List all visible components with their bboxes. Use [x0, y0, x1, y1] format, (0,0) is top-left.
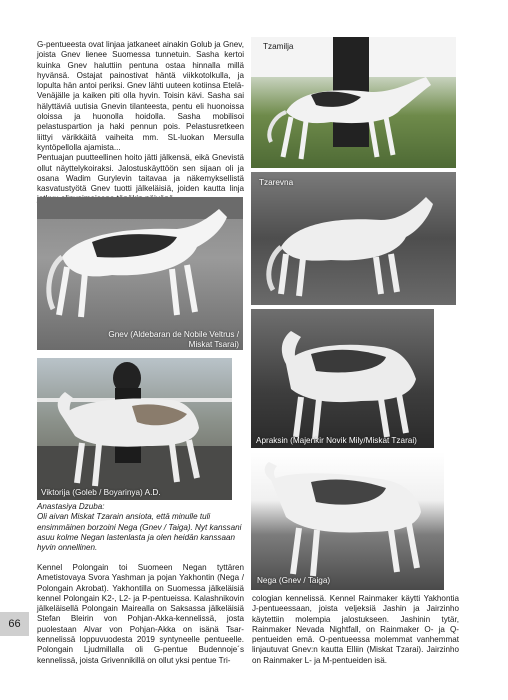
- photo-apraksin: [251, 309, 434, 448]
- borzoi-photo-icon: [37, 358, 232, 500]
- paragraph-rainmaker: cologian kennelissä. Kennel Rainmaker käytti Yakhontia J-pentueessaan, joista veljeksiä Jashin ja Jairzinho käytettiin molempia jalostukseen. Jashinin tytär, Rainmaker Nevada Nightfall, on Rainmaker O- ja Q-pentueiden emä. O-pentueessa molemmat vanhemmat linjautuvat Gnev:n kautta Elliin (Miskat Tzarai). Jairzinho on Rainmaker L- ja M-pentueiden isä.: [252, 594, 459, 665]
- photo-tzamilja: [251, 37, 456, 168]
- page-number: 66: [0, 612, 29, 636]
- quote-block: [37, 502, 244, 553]
- article-text-bottom-left: [37, 563, 244, 666]
- photo-nega: [251, 452, 444, 590]
- borzoi-photo-icon: [251, 452, 444, 590]
- caption-gnev: Gnev (Aldebaran de Nobile Veltrus / Miskat Tsarai): [108, 330, 239, 349]
- paragraph-breeding: Pentuajan puutteellinen hoito jätti jälkensä, eikä Gnevistä ollut näyttelykoiraksi. Jalostuskäyttöön sen sijaan oli ja osana Wadim Gurylevin taitavaa ja näkemyksellistä kasvatustyötä Gnev tuotti jälkeläisiä, joiden kautta linja: [37, 153, 244, 194]
- caption-tzarevna: Tzarevna: [259, 178, 294, 187]
- photo-viktorija: [37, 358, 232, 500]
- borzoi-photo-icon: [251, 37, 456, 168]
- paragraph-polongain: Kennel Polongain toi Suomeen Negan tyttären Ametistovaya Svora Yashman ja pojan Yakhontin (Nega / Polongain Akrobat). Yakhontilla on Suomessa jälkeläisiä kennel Polongain K2-, L2- ja P-pentueissa. Kalashnikovin jälkeläisellä Polongain Mairealla on Saksassa jälkeläisiä Stefan Bleirin von Pohjan-Akka-kennelissä, josta puolestaan Alvar von Pohjan-Akka on isänä Tsar-kennelissä loppuvuodesta 2019 syntyneelle pentueelle. Polongain Ljudmillalla oli G-pentue Budennoje´s kennelissä, joista Grivennikillä on ollut yksi pentue Tri-: [37, 563, 244, 665]
- caption-viktorija: Viktorija (Goleb / Boyarinya) A.D.: [41, 488, 161, 497]
- borzoi-photo-icon: [251, 172, 456, 305]
- caption-apraksin: Apraksin (Majenkir Novik Mily/Miskat Tzarai): [256, 436, 417, 445]
- photo-gnev: [37, 197, 243, 350]
- paragraph-gnev-story: G-pentueesta ovat linjaa jatkaneet ainakin Golub ja Gnev, joista Gnev lienee Suomessa tunnetuin. Sasha kertoi kuinka Gnev haluttiin pentuna ostaa hinnalla millä hyvänsä. Ostajat painostivat häntä viikkotolkulla, ja lopulta hän antoi periksi. Gnev lähti uuteen kotiinsa Etelä-Venäjälle ja kaiken piti olla hyvin. Toisin kävi. Sasha sai hälyttäviä uutisia Gnevin tilanteesta, pentu eli huonoissa oloissa ja huonolla hoidolla. Sasha mobilisoi pelastuspartion ja haki pennun pois. Pelastusretkeen liittyi värikkäitä vaiheita mm. SL-luokan Mersulla kyntöpellolla ajamista...: [37, 40, 244, 152]
- quote-author: Anastasiya Dzuba:: [37, 502, 105, 511]
- article-text-bottom-right: [252, 594, 459, 666]
- borzoi-photo-icon: [37, 197, 243, 350]
- caption-tzamilja: Tzamilja: [263, 42, 294, 51]
- quote-text: Oli aivan Miskat Tzarain ansiota, että minulle tuli ensimmäinen borzoini Nega (Gnev / Taiga). Nyt kanssani asuu kolme Negan lastenlasta ja olen heidän kanssaan hyvin onnellinen.: [37, 512, 242, 553]
- borzoi-photo-icon: [251, 309, 434, 448]
- photo-tzarevna: [251, 172, 456, 305]
- caption-nega: Nega (Gnev / Taiga): [257, 576, 331, 585]
- article-text-top: [37, 40, 244, 205]
